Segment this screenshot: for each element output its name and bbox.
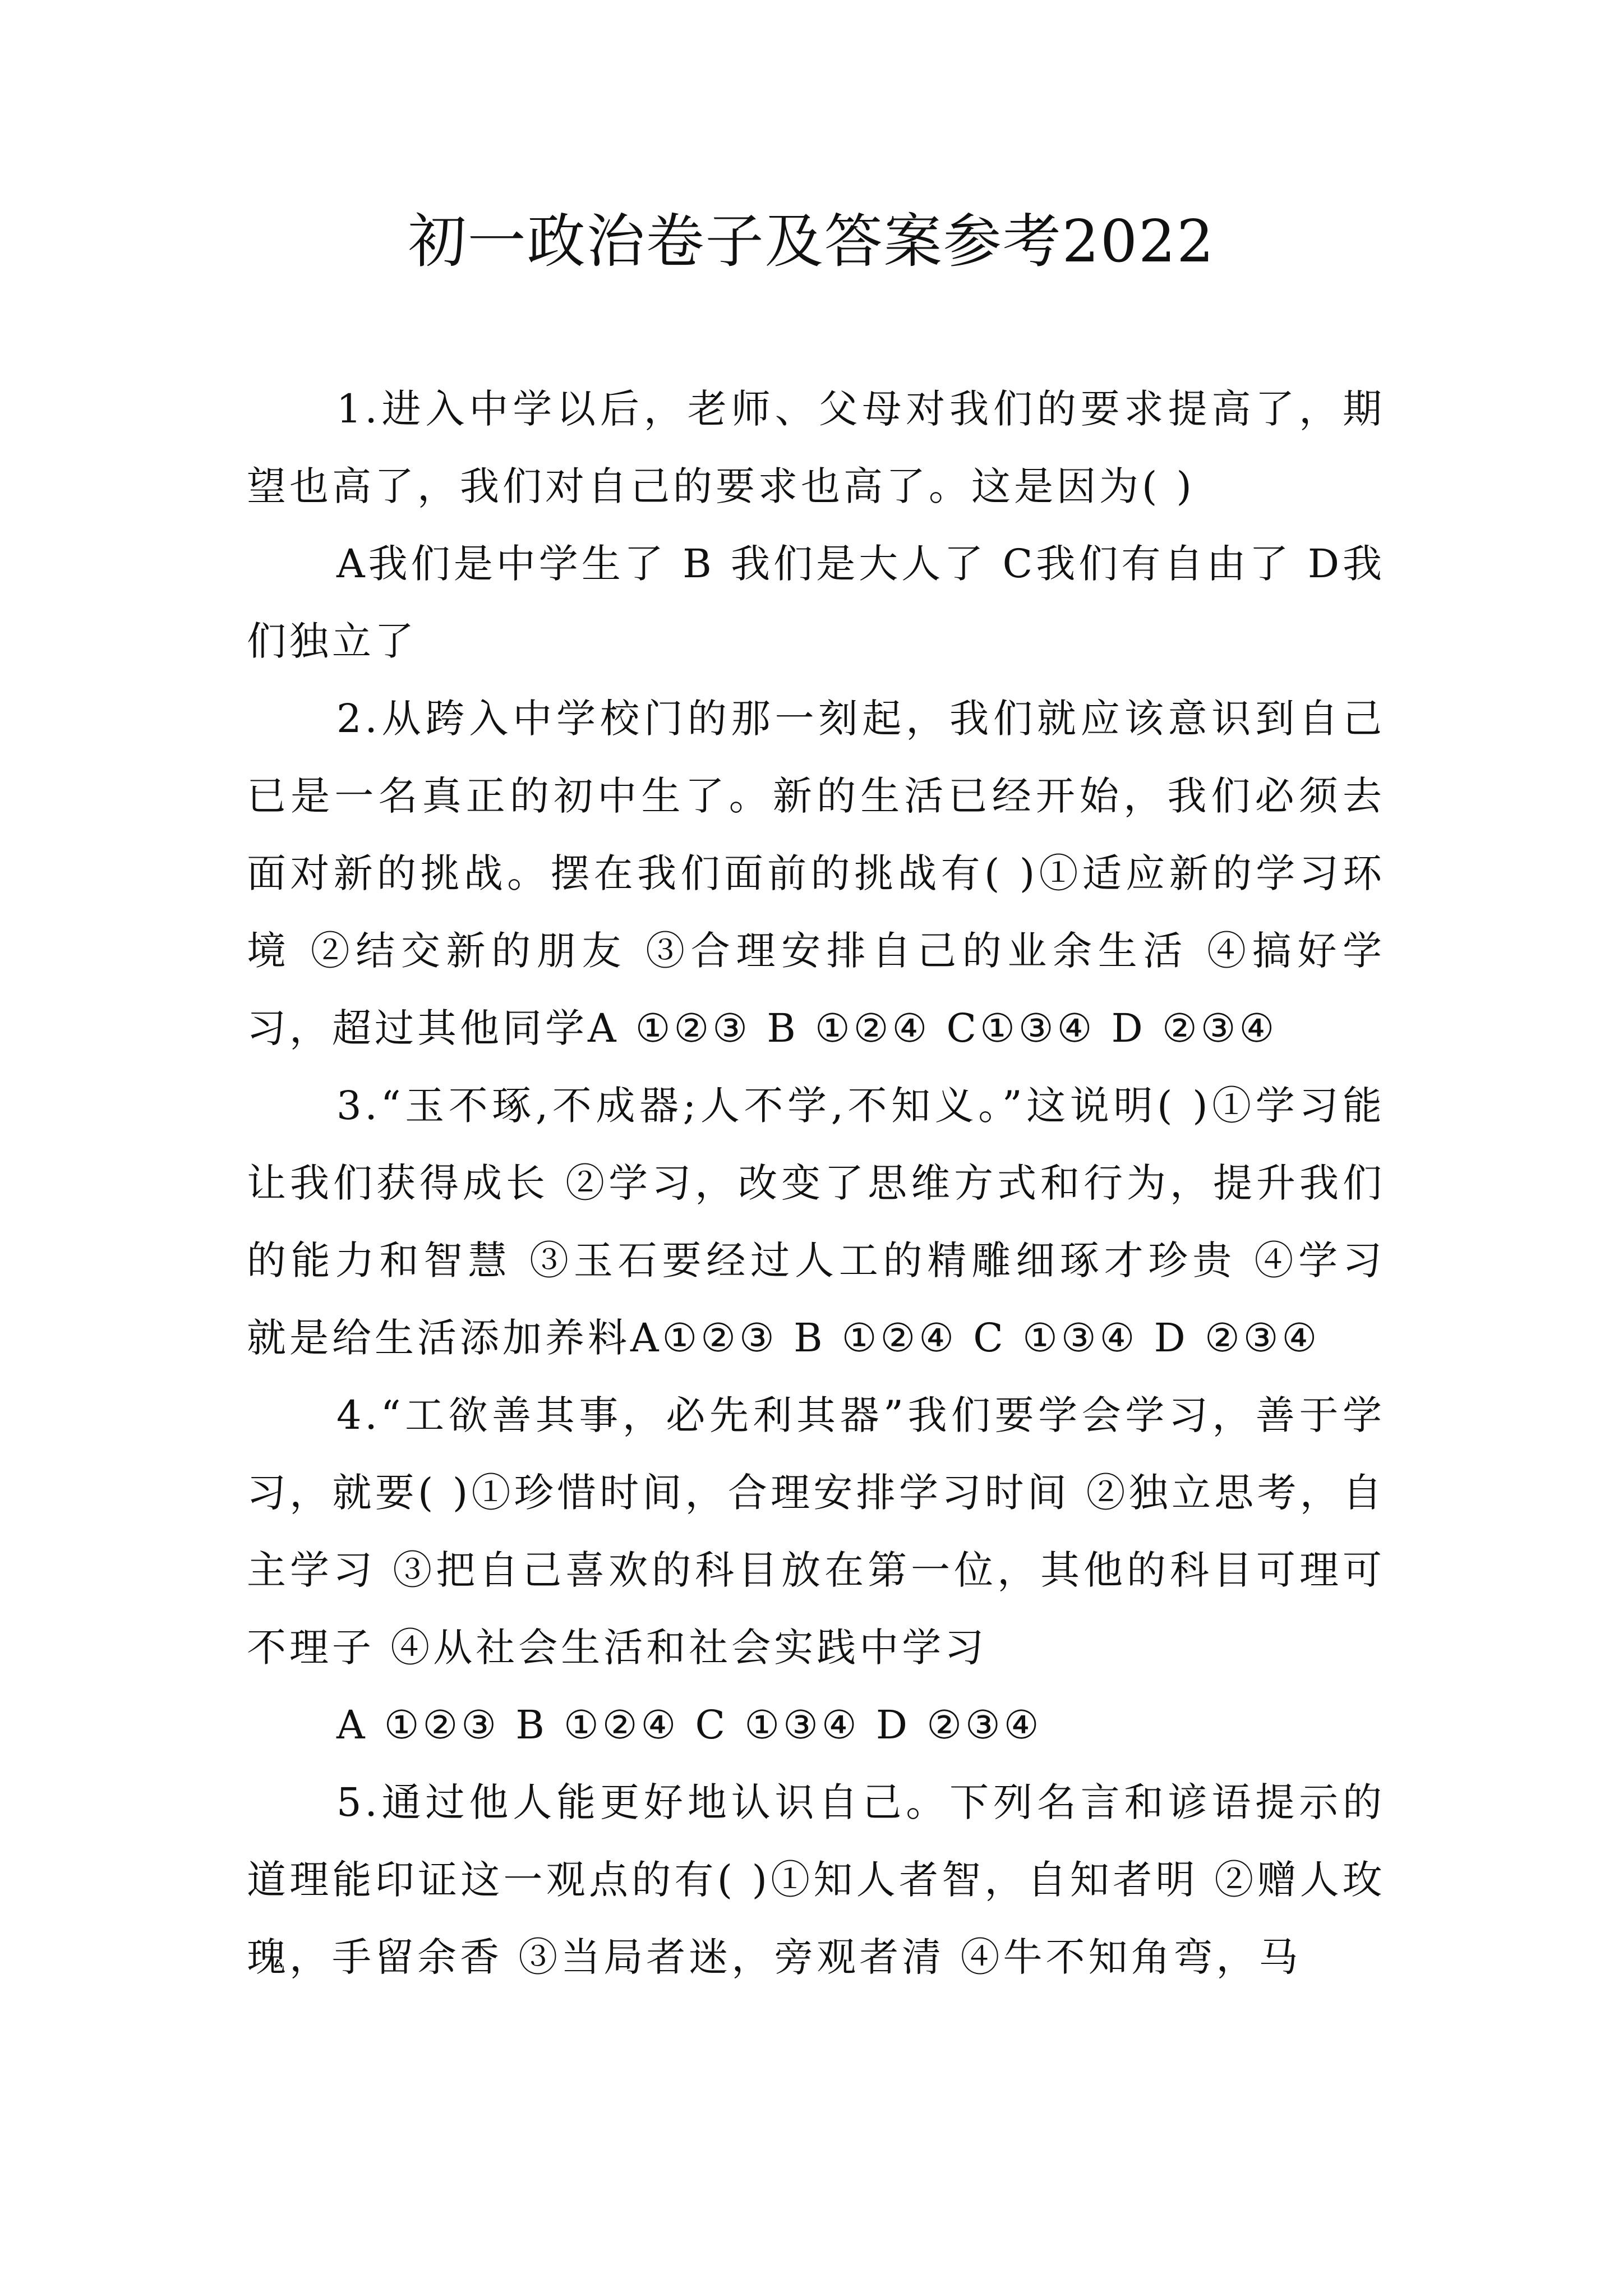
question-4-stem: 4.“工欲善其事，必先利其器”我们要学会学习，善于学习，就要( )①珍惜时间，合理安排学习时间 ②独立思考，自主学习 ③把自己喜欢的科目放在第一位，其他的科目可理可不理子 ④从社会生活和社会实践中学习 <box>247 1392 1385 1671</box>
question-2: 2.从跨入中学校门的那一刻起，我们就应该意识到自己已是一名真正的初中生了。新的生活已经开始，我们必须去面对新的挑战。摆在我们面前的挑战有( )①适应新的学习环境 ②结交新的朋友 ③合理安排自己的业余生活 ④搞好学习，超过其他同学A ①②③ B ①②④ C①③④ D ②③④ <box>247 696 1385 1051</box>
question-1-options: A我们是中学生了 B 我们是大人了 C我们有自由了 D我们独立了 <box>247 541 1385 664</box>
question-5: 5.通过他人能更好地认识自己。下列名言和谚语提示的道理能印证这一观点的有( )①知人者智，自知者明 ②赠人玫瑰，手留余香 ③当局者迷，旁观者清 ④牛不知角弯，马 <box>247 1779 1385 1980</box>
question-4-options: A ①②③ B ①②④ C ①③④ D ②③④ <box>336 1702 1043 1748</box>
document-body <box>247 370 1385 1996</box>
question-3: 3.“玉不琢,不成器;人不学,不知义。”这说明( )①学习能让我们获得成长 ②学习，改变了思维方式和行为，提升我们的能力和智慧 ③玉石要经过人工的精雕细琢才珍贵 ④学习就是给生活添加养料A①②③ B ①②④ C ①③④ D ②③④ <box>247 1083 1385 1361</box>
question-1-stem: 1.进入中学以后，老师、父母对我们的要求提高了，期望也高了，我们对自己的要求也高了。这是因为( ) <box>247 386 1385 509</box>
document-title: 初一政治卷子及答案参考2022 <box>408 207 1215 275</box>
